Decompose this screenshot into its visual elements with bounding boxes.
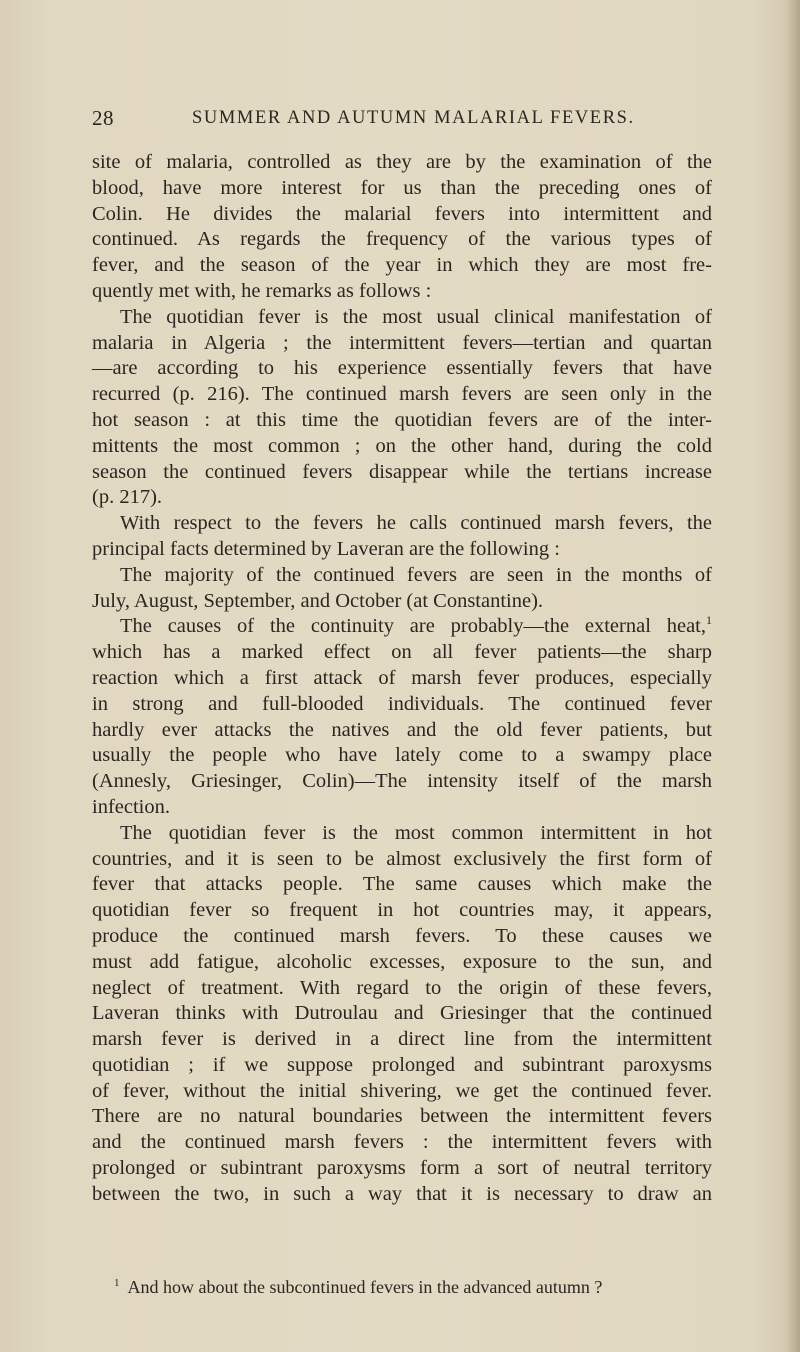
text-line: malaria in Algeria ; the intermittent fevers—tertian and quartan [92, 331, 712, 354]
text-line: marsh fever is derived in a direct line from the intermittent [92, 1028, 712, 1051]
footnote-text: And how about the subcontinued fevers in the advanced autumn ? [127, 1277, 603, 1297]
text-line: quotidian fever so frequent in hot countries may, it appears, [92, 899, 712, 922]
text-line: and the continued marsh fevers : the intermittent fevers with [92, 1131, 712, 1154]
text-line: between the two, in such a way that it is necessary to draw an [92, 1182, 712, 1205]
footnote-marker: 1 [114, 1277, 120, 1289]
text-line: countries, and it is seen to be almost exclusively the first form of [92, 847, 712, 870]
text-line: hardly ever attacks the natives and the old fever patients, but [92, 718, 712, 741]
body-text [92, 150, 712, 1208]
text-line: quently met with, he remarks as follows : [92, 279, 432, 302]
text-line: produce the continued marsh fevers. To these causes we [92, 924, 712, 947]
text-line: The majority of the continued fevers are seen in the months of [120, 563, 712, 586]
text-line: There are no natural boundaries between the intermittent fevers [92, 1105, 712, 1128]
text-line: recurred (p. 216). The continued marsh fevers are seen only in the [92, 383, 712, 406]
text-line: usually the people who have lately come to a swampy place [92, 744, 712, 767]
text-line: The causes of the continuity are probably—the external heat,$^1$ [120, 613, 712, 638]
page-edge-shadow [786, 0, 800, 1352]
text-line: Laveran thinks with Dutroulau and Griesinger that the continued [92, 1002, 712, 1025]
text-line: fever that attacks people. The same causes which make the [92, 873, 712, 896]
text-line: With respect to the fevers he calls continued marsh fevers, the [120, 512, 712, 535]
text-line: The quotidian fever is the most usual clinical manifestation of [120, 305, 712, 328]
text-line: The quotidian fever is the most common intermittent in hot [120, 821, 712, 844]
text-line: mittents the most common ; on the other hand, during the cold [92, 434, 712, 457]
text-line: (p. 217). [92, 486, 163, 509]
text-line: season the continued fevers disappear while the tertians increase [92, 460, 712, 483]
page-number: 28 [92, 106, 114, 130]
page-header [92, 106, 712, 136]
footnote-reference: 1 [706, 613, 712, 628]
text-line: Colin. He divides the malarial fevers into intermittent and [92, 202, 712, 225]
text-line: fever, and the season of the year in which they are most fre- [92, 254, 712, 277]
text-line: (Annesly, Griesinger, Colin)—The intensity itself of the marsh [92, 770, 712, 793]
text-line: in strong and full-blooded individuals. The continued fever [92, 692, 712, 715]
text-line: quotidian ; if we suppose prolonged and subintrant paroxysms [92, 1053, 712, 1076]
text-line: of fever, without the initial shivering, we get the continued fever. [92, 1079, 712, 1102]
text-line: —are according to his experience essentially fevers that have [92, 357, 712, 380]
text-line: site of malaria, controlled as they are by the examination of the [92, 151, 712, 173]
footnote [92, 1276, 712, 1298]
text-line: must add fatigue, alcoholic excesses, exposure to the sun, and [92, 950, 712, 973]
text-line: prolonged or subintrant paroxysms form a sort of neutral territory [92, 1157, 712, 1180]
text-line: principal facts determined by Laveran are the following : [92, 537, 560, 560]
running-head: SUMMER AND AUTUMN MALARIAL FEVERS. [192, 108, 635, 128]
text-line: continued. As regards the frequency of the various types of [92, 228, 712, 251]
text-line: infection. [92, 795, 170, 818]
text-line: hot season : at this time the quotidian fevers are of the inter- [92, 408, 712, 431]
text-line: July, August, September, and October (at Constantine). [92, 589, 544, 612]
text-line: which has a marked effect on all fever patients—the sharp [92, 641, 712, 664]
text-line: blood, have more interest for us than the preceding ones of [92, 176, 712, 199]
text-line: neglect of treatment. With regard to the origin of these fevers, [92, 976, 712, 999]
text-line: reaction which a first attack of marsh fever produces, especially [92, 666, 712, 689]
